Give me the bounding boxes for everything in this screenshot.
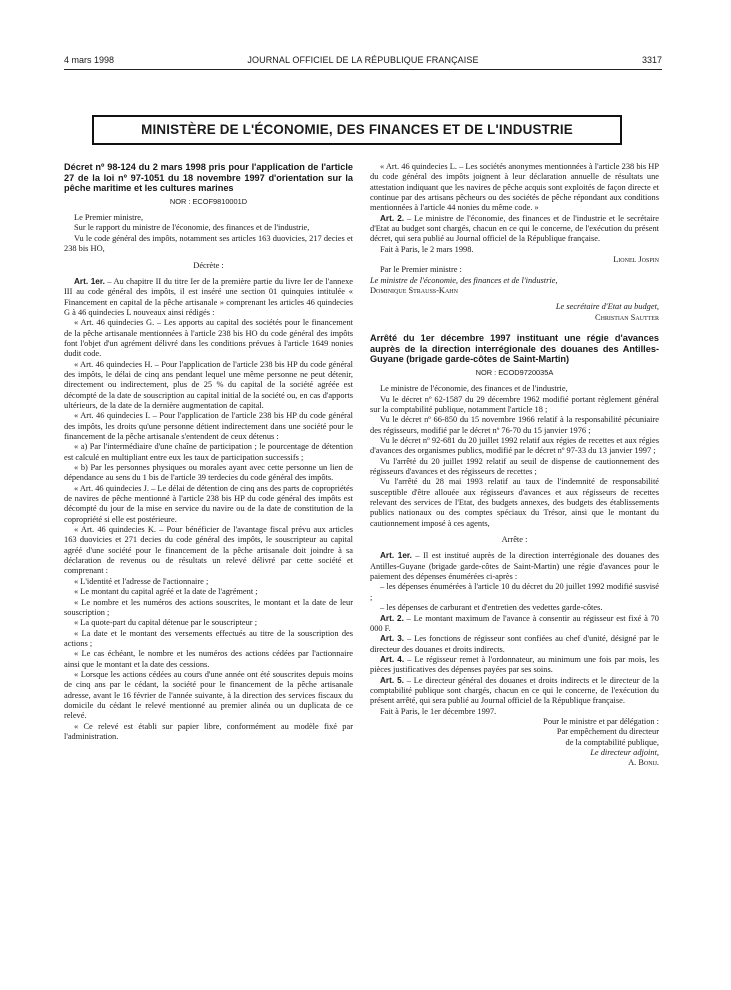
article-text: – Le directeur général des douanes et droits indirects et le directeur de la comptabilité publique sont chargés, chacun en ce qui le concerne, de l'exécution du présent arrêté, qui sera publié au Journal officiel de la République française.: [370, 675, 659, 706]
article-label: Art. 3.: [380, 634, 405, 644]
signatory-name: Lionel Jospin: [613, 255, 659, 265]
intro-line: Vu le code général des impôts, notamment ses articles 163 duovicies, 217 decies et 238 bis HO,: [64, 233, 353, 254]
header-page-number: 3317: [641, 55, 662, 65]
intro-line: Le Premier ministre,: [74, 213, 144, 223]
paragraph: « Art. 46 quindecies L. – Les sociétés anonymes mentionnées à l'article 238 bis HP du code général des impôts joignent à leur déclaration annuelle de résultats une attestation indiquant que les navires de pêche acquis sont exploités de façon directe et continue par des artisans pêcheurs ou des sociétés de pêche répondant aux conditions mentionnées à l'article 44 nonies du même code. »: [370, 162, 659, 213]
article-text: – Les fonctions de régisseur sont confiées au chef d'unité, désigné par le directeur des douanes et droits indirects.: [370, 634, 659, 654]
spacer: [370, 323, 659, 333]
arrete-line: Arrête :: [501, 535, 528, 545]
paragraph: « Ce relevé est établi sur papier libre, conformément au modèle fixé par l'administration.: [64, 721, 353, 741]
secretary-name: Christian Sautter: [595, 312, 659, 322]
article-label: Art. 1er.: [74, 276, 105, 286]
minister-name: Dominique Strauss-Kahn: [370, 286, 458, 296]
article-label: Art. 2.: [380, 613, 404, 623]
minister-title: Le ministre de l'économie, des finances et de l'industrie,: [370, 275, 558, 285]
header-date: 4 mars 1998: [64, 55, 115, 65]
visa-line: Vu l'arrêté du 20 juillet 1992 relatif au seuil de dispense de cautionnement des régisseurs d'avances et des régisseurs de recettes ;: [370, 456, 659, 477]
visa-line: Le ministre de l'économie, des finances et de l'industrie,: [380, 384, 568, 394]
article-2: [370, 214, 659, 245]
header-rule: [64, 69, 662, 70]
visa-line: Vu le décret nº 66-850 du 15 novembre 1966 relatif à la responsabilité pécuniaire des régisseurs, modifié par le décret nº 76-70 du 15 janvier 1976 ;: [370, 415, 659, 435]
list-item: – les dépenses de carburant et d'entretien des vedettes garde-côtes.: [380, 603, 603, 613]
decrete-line: Décrète :: [193, 260, 224, 270]
article-text: – Au chapitre II du titre Ier de la première partie du livre Ier de l'annexe III au code général des impôts, il est inséré une section 01 quinquies intitulée « Financement en capital de la pêche artisanale » comprenant les articles 46 quindecies G à 46 quindecies L nouveaux ainsi rédigés :: [64, 276, 353, 317]
ministry-heading: MINISTÈRE DE L'ÉCONOMIE, DES FINANCES ET DE L'INDUSTRIE: [141, 122, 573, 137]
paragraph: « Art. 46 quindecies H. – Pour l'application de l'article 238 bis HP du code général des impôts, le délai de cinq ans pendant lequel une même personne ne peut détenir, directement ou indirectement, plus de 25 % du capital de la société agréée est décompté de la date de souscription au capital initial de la société ou, en cas d'apports ultérieurs, de la date de la dernière augmentation de capital.: [64, 359, 353, 410]
done-line: Fait à Paris, le 1er décembre 1997.: [380, 706, 497, 716]
article-text: – Le régisseur remet à l'ordonnateur, au minimum une fois par mois, les pièces justificatives des dépenses payées par ses soins.: [370, 654, 659, 675]
paragraph: « La date et le montant des versements effectués au titre de la souscription des actions ;: [64, 628, 353, 648]
article-label: Art. 2.: [380, 213, 405, 223]
paragraph: « L'identité et l'adresse de l'actionnaire ;: [74, 576, 209, 586]
paragraph: « Art. 46 quindecies K. – Pour bénéficier de l'avantage fiscal prévu aux articles 163 duovicies et 271 decies du code général des impôts, le souscripteur au capital agréé d'une société pour le financement de la pêche artisanale doit joindre à sa déclaration de revenus ou de résultats un relevé délivré par cette société et comprenant :: [64, 525, 353, 576]
arrete-article-2: [370, 614, 659, 635]
article-text: – Le ministre de l'économie, des finances et de l'industrie et le secrétaire d'Etat au budget sont chargés, chacun en ce qui le concerne, de l'exécution du présent décret, qui sera publié au Journal officiel de la République française.: [370, 213, 659, 244]
signature-name: A. Bonij.: [628, 758, 659, 768]
ministry-heading-box: [92, 115, 622, 145]
left-column: [64, 162, 353, 742]
paragraph: « Art. 46 quindecies J. – Le délai de détention de cinq ans des parts de copropriétés de navires de pêche mentionné à l'article 238 bis HP du code général des impôts est décompté du jour de la mise en service du navire ou de la date de constitution de la copropriété si elle est postérieure.: [64, 483, 353, 524]
arrete-article-1: [370, 551, 659, 582]
signature-line: Par empêchement du directeur: [556, 727, 659, 737]
done-line: Fait à Paris, le 2 mars 1998.: [380, 244, 474, 254]
paragraph: « Art. 46 quindecies G. – Les apports au capital des sociétés pour le financement de la pêche artisanale mentionnées à l'article 238 bis HO du code général des impôts font l'objet d'un agrément délivré dans les conditions prévues à l'article 1649 nonies dudit code.: [64, 318, 353, 359]
by-pm-line: Par le Premier ministre :: [380, 265, 462, 275]
page-header: [64, 55, 662, 69]
paragraph: « b) Par les personnes physiques ou morales ayant avec cette personne un lien de dépendance au sens du 1 bis de l'article 39 terdecies du code général des impôts.: [64, 463, 353, 483]
visa-line: Vu l'arrêté du 28 mai 1993 relatif au taux de l'indemnité de responsabilité susceptible d'être allouée aux régisseurs d'avances et aux régisseurs de recettes relevant des services de l'Etat, des budgets annexes, des budgets des établissements publics nationaux ou des comptes spéciaux du Trésor, ainsi que le montant du cautionnement imposé à ces agents,: [370, 477, 659, 528]
right-column: [370, 162, 659, 769]
arrete-title: Arrêté du 1er décembre 1997 instituant une régie d'avances auprès de la direction interrégionale des douanes des Antilles-Guyane (brigade garde-côtes de Saint-Martin): [370, 333, 659, 365]
intro-line: Sur le rapport du ministre de l'économie, des finances et de l'industrie,: [74, 223, 310, 233]
article-text: – Le montant maximum de l'avance à consentir au régisseur est fixé à 70 000 F.: [370, 613, 659, 633]
visa-line: Vu le décret nº 62-1587 du 29 décembre 1962 modifié portant règlement général sur la comptabilité publique, notamment l'article 18 ;: [370, 394, 659, 414]
arrete-nor: NOR : ECOD9720035A: [475, 367, 554, 377]
article-label: Art. 5.: [380, 675, 404, 685]
paragraph: « Lorsque les actions cédées au cours d'une année ont été souscrites depuis moins de cinq ans par le cédant, la société pour le financement de la pêche artisanale adresse, avant le 16 février de l'année suivante, à la direction des services fiscaux du domicile du cédant le relevé mentionné au premier alinéa ou un duplicata de ce relevé.: [64, 669, 353, 721]
paragraph: « Le cas échéant, le nombre et les numéros des actions cédées par l'actionnaire ainsi que le montant et la date des cessions.: [64, 649, 353, 669]
paragraph: « La quote-part du capital détenue par le souscripteur ;: [74, 618, 258, 628]
header-journal-title: JOURNAL OFFICIEL DE LA RÉPUBLIQUE FRANÇAISE: [247, 55, 479, 65]
article-text: – Il est institué auprès de la direction interrégionale des douanes des Antilles-Guyane (brigade garde-côtes de Saint-Martin) une régie d'avances pour le paiement des dépenses énumérées ci-après :: [370, 551, 659, 582]
article-label: Art. 4.: [380, 654, 405, 664]
paragraph: « Art. 46 quindecies I. – Pour l'application de l'article 238 bis HP du code général des impôts, les droits qu'une personne détient indirectement dans une société pour le financement de la pêche artisanale s'entendent de ceux détenus :: [64, 411, 353, 441]
signature-line: de la comptabilité publique,: [565, 737, 659, 747]
secretary-title: Le secrétaire d'Etat au budget,: [555, 302, 659, 312]
arrete-article-4: [370, 655, 659, 676]
article-1: [64, 277, 353, 318]
decree-nor: NOR : ECOF9810001D: [169, 196, 248, 206]
list-item: – les dépenses énumérées à l'article 10 du décret du 20 juillet 1992 modifié susvisé ;: [370, 582, 659, 602]
paragraph: « Le nombre et les numéros des actions souscrites, le montant et la date de leur souscription ;: [64, 597, 353, 617]
paragraph: « a) Par l'intermédiaire d'une chaîne de participation ; le pourcentage de détention est calculé en multipliant entre eux les taux de participation successifs ;: [64, 442, 353, 462]
decree-title: Décret nº 98-124 du 2 mars 1998 pris pour l'application de l'article 27 de la loi nº 97-1051 du 18 novembre 1997 d'orientation sur la pêche maritime et les cultures marines: [64, 162, 353, 194]
signature-line: Pour le ministre et par délégation :: [543, 716, 659, 726]
article-label: Art. 1er.: [380, 551, 412, 561]
signature-line: Le directeur adjoint,: [590, 747, 659, 757]
arrete-article-5: [370, 676, 659, 707]
arrete-article-3: [370, 634, 659, 655]
visa-line: Vu le décret nº 92-681 du 20 juillet 1992 relatif aux régies de recettes et aux régies d'avances des organismes publics, modifié par le décret nº 97-33 du 13 janvier 1997 ;: [370, 436, 659, 456]
paragraph: « Le montant du capital agréé et la date de l'agrément ;: [74, 587, 258, 597]
